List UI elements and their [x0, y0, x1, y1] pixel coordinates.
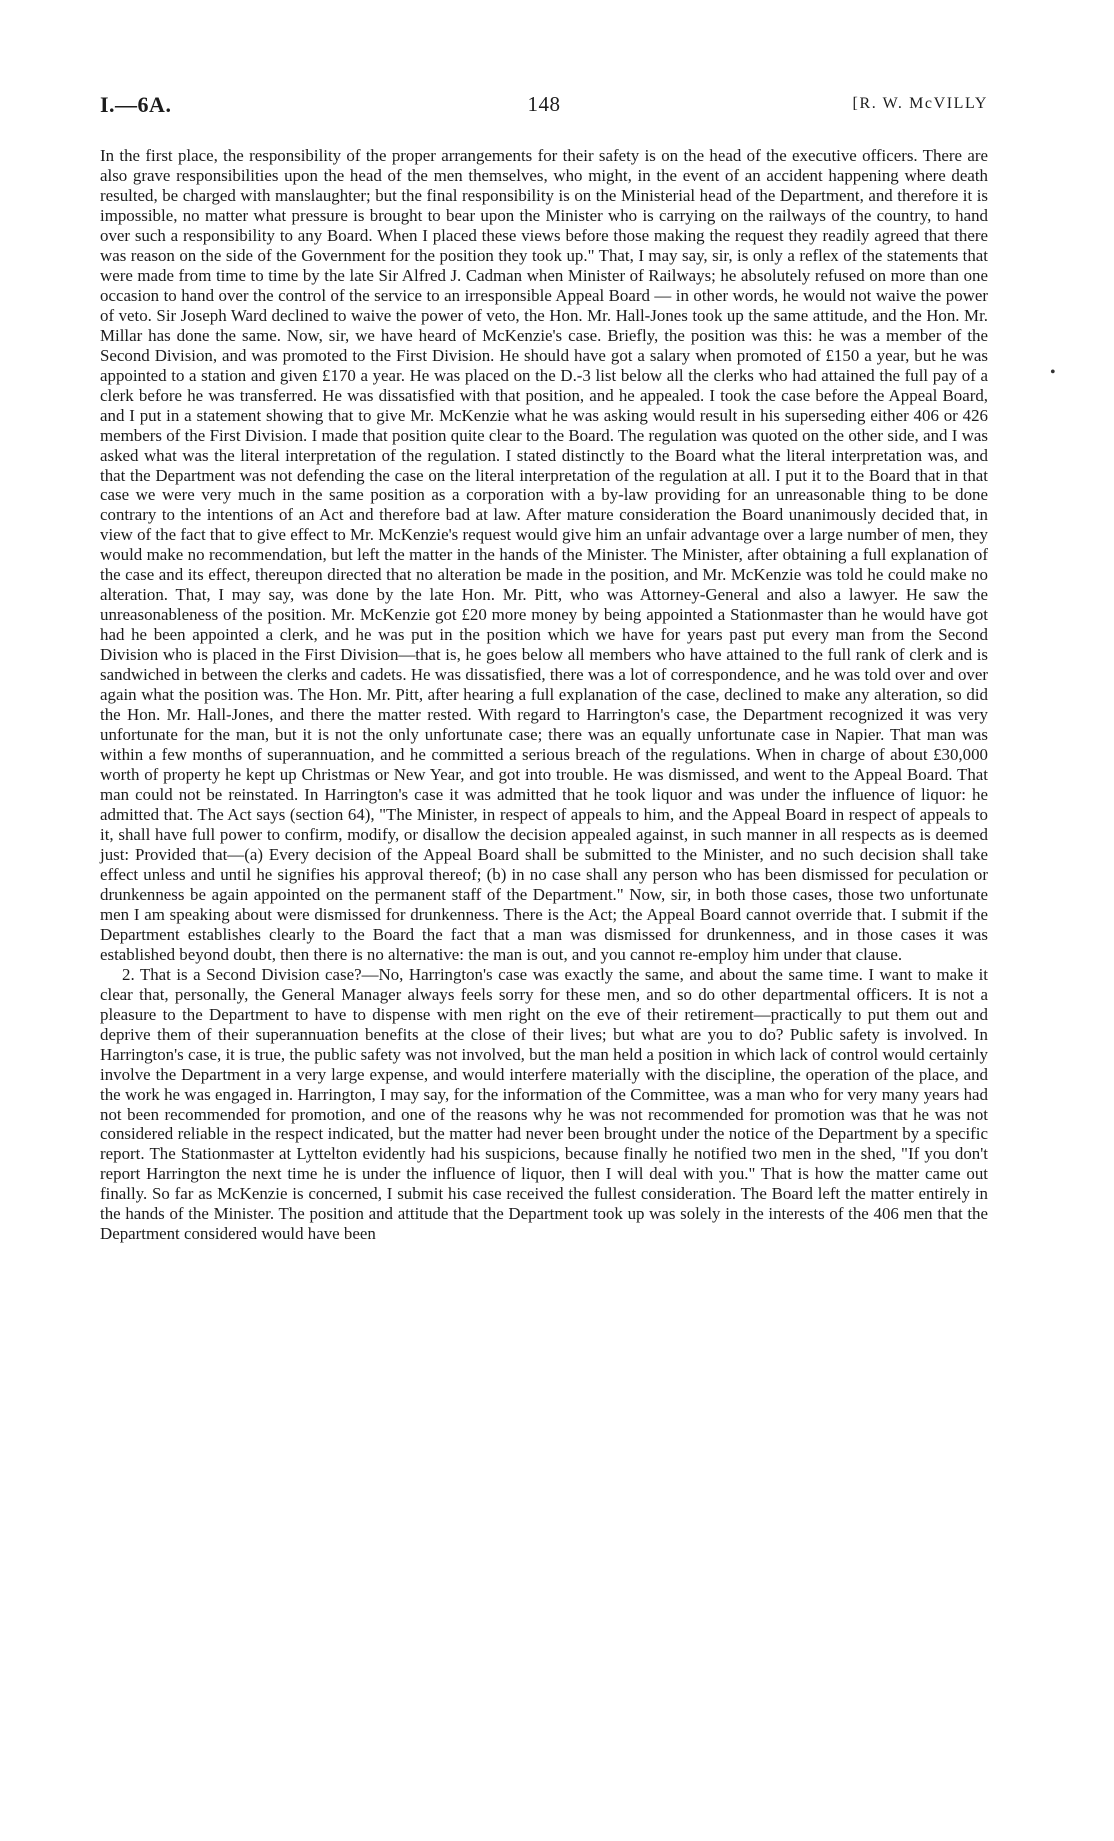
witness-name: [R. W. McVILLY — [852, 95, 988, 112]
body-text — [100, 146, 988, 1244]
page-header — [100, 92, 988, 122]
document-reference: I.—6A. — [100, 92, 172, 117]
page-number: 148 — [527, 92, 561, 116]
margin-dot: • — [1050, 364, 1056, 381]
paragraph-2: 2. That is a Second Division case?—No, Harrington's case was exactly the same, and about the same time. I want to make it clear that, personally, the General Manager always feels sorry for these men, and so do other departmental officers. It is not a pleasure to the Department to have to dispense with men right on the eve of their retirement—practically to put them out and deprive them of their superannuation benefits at the close of their lives; but what are you to do? Public safety is involved. In Harrington's case, it is true, the public safety was not involved, but the man held a position in which lack of control would certainly involve the Department in a very large expense, and would interfere materially with the discipline, the operation of the place, and the work he was engaged in. Harrington, I may say, for the information of the Committee, was a man who for very many years had not been recommended for promotion, and one of the reasons why he was not recommended for promotion was that he was not considered reliable in the respect indicated, but the matter had never been brought under the notice of the Department by a specific report. The Stationmaster at Lyttelton evidently had his suspicions, because finally he notified two men in the shed, "If you don't report Harrington the next time he is under the influence of liquor, then I will deal with you." That is how the matter came out finally. So far as McKenzie is concerned, I submit his case received the fullest consideration. The Board left the matter entirely in the hands of the Minister. The position and attitude that the Department took up was solely in the interests of the 406 men that the Department considered would have been — [100, 964, 988, 1244]
paragraph-1: In the first place, the responsibility of the proper arrangements for their safety is on the head of the executive officers. There are also grave responsibilities upon the head of the men themselves, who might, in the event of an accident happening where death resulted, be charged with manslaughter; but the final responsibility is on the Ministerial head of the Department, and therefore it is impossible, no matter what pressure is brought to bear upon the Minister who is carrying on the railways of the country, to hand over such a responsibility to any Board. When I placed these views before those making the request they readily agreed that there was reason on the side of the Government for the position they took up." That, I may say, sir, is only a reflex of the statements that were made from time to time by the late Sir Alfred J. Cadman when Minister of Railways; he absolutely refused on more than one occasion to hand over the control of the service to an irresponsible Appeal Board — in other words, he would not waive the power of veto. Sir Joseph Ward declined to waive the power of veto, the Hon. Mr. Hall-Jones took up the same attitude, and the Hon. Mr. Millar has done the same. Now, sir, we have heard of McKenzie's case. Briefly, the position was this: he was a member of the Second Division, and was promoted to the First Division. He should have got a salary when promoted of £150 a year, but he was appointed to a station and given £170 a year. He was placed on the D.-3 list below all the clerks who had attained the full pay of a clerk before he was transferred. He was dissatisfied with that position, and he appealed. I took the case before the Appeal Board, and I put in a statement showing that to give Mr. McKenzie what he was asking would result in his superseding either 406 or 426 members of the First Division. I made that position quite clear to the Board. The regulation was quoted on the other side, and I was asked what was the literal interpretation of the regulation. I stated distinctly to the Board what the literal interpretation was, and that the Department was not defending the case on the literal interpretation of the regulation at all. I put it to the Board that in that case we were very much in the same position as a corporation with a by-law providing for an unreasonable thing to be done contrary to the intentions of an Act and therefore bad at law. After mature consideration the Board unanimously decided that, in view of the fact that to give effect to Mr. McKenzie's request would give him an unfair advantage over a large number of men, they would make no recommendation, but left the matter in the hands of the Minister. The Minister, after obtaining a full explanation of the case and its effect, thereupon directed that no alteration be made in the position, and Mr. McKenzie was told he could make no alteration. That, I may say, was done by the late Hon. Mr. Pitt, who was Attorney-General and also a lawyer. He saw the unreasonableness of the position. Mr. McKenzie got £20 more money by being appointed a Stationmaster than he would have got had he been appointed a clerk, and he was put in the position which we have for years past put every man from the Second Division who is placed in the First Division—that is, he goes below all members who have attained to the full rank of clerk and is sandwiched in between the clerks and cadets. He was dissatisfied, there was a lot of correspondence, and he was told over and over again what the position was. The Hon. Mr. Pitt, after hearing a full explanation of the case, declined to make any alteration, so did the Hon. Mr. Hall-Jones, and there the matter rested. With regard to Harrington's case, the Department recognized it was very unfortunate for the man, but it is not the only unfortunate case; there was an equally unfortunate case in Napier. That man was within a few months of superannuation, and he committed a serious breach of the regulations. When in charge of about £30,000 worth of property he kept up Christmas or New Year, and got into trouble. He was dismissed, and went to the Appeal Board. That man could not be reinstated. In Harrington's case it was admitted that he took liquor and was under the influence of liquor: he admitted that. The Act says (section 64), "The Minister, in respect of appeals to him, and the Appeal Board in respect of appeals to it, shall have full power to confirm, modify, or disallow the decision appealed against, in such manner in all respects as is deemed just: Provided that—(a) Every decision of the Appeal Board shall be submitted to the Minister, and no such decision shall take effect unless and until he signifies his approval thereof; (b) in no case shall any person who has been dismissed for peculation or drunkenness be again appointed on the permanent staff of the Department." Now, sir, in both those cases, those two unfortunate men I am speaking about were dismissed for drunkenness. There is the Act; the Appeal Board cannot override that. I submit if the Department establishes clearly to the Board the fact that a man was dismissed for drunkenness, and in those cases it was established beyond doubt, then there is no alternative: the man is out, and you cannot re-employ him under that clause. — [100, 146, 988, 964]
